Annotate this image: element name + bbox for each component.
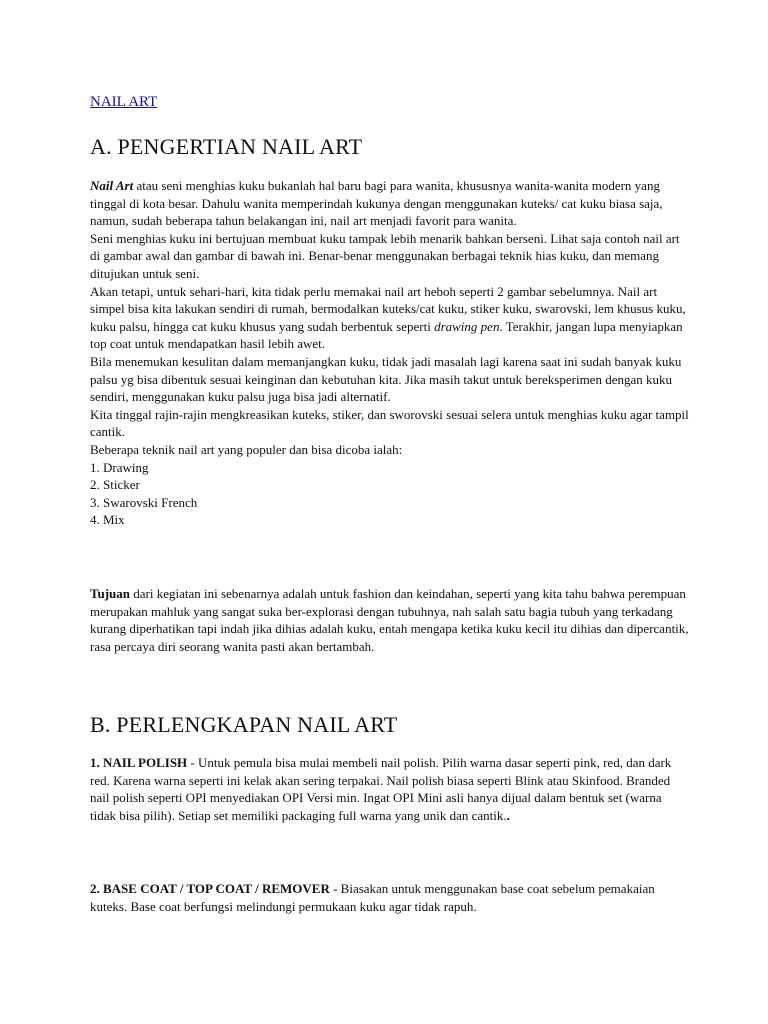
tujuan-paragraph (90, 585, 690, 655)
base-coat-paragraph (90, 880, 690, 915)
tujuan-term: Tujuan (90, 586, 130, 601)
paragraph-3-text: Akan tetapi, untuk sehari-hari, kita tidak perlu memakai nail art heboh seperti 2 gambar sebelumnya. Nail art simpel bisa kita lakukan sendiri di rumah, bermodalkan kuteks/cat kuku, stiker kuku, swarovski, lem khusus kuku, kuku palsu, hingga cat kuku khusus yang sudah berbentuk seperti (90, 283, 686, 334)
tujuan-body: dari kegiatan ini sebenarnya adalah untuk fashion dan keindahan, seperti yang kita tahu bahwa perempuan merupakan mahluk yang sangat suka ber-explorasi dengan tubuhnya, nah salah satu bagia tubuh yang terkadang kurang diperhatikan tapi indah jika dihias adalah kuku, entah mengapa ketika kuku kecil itu dihias dan dipercantik, rasa percaya diri seorang wanita pasti akan bertambah. (90, 586, 689, 654)
nail-art-link[interactable]: NAIL ART (90, 94, 158, 110)
intro-term: Nail Art (90, 178, 134, 193)
technique-item: 4. Mix (90, 512, 125, 528)
technique-item: 2. Sticker (90, 477, 140, 493)
base-coat-term: 2. BASE COAT / TOP COAT / REMOVER (90, 881, 330, 896)
paragraph-2: Seni menghias kuku ini bertujuan membuat kuku tampak lebih menarik bahkan berseni. Lihat saja contoh nail art di gambar awal dan gambar di bawah ini. Benar-benar menggunakan berbagai teknik hias kuku, dan memang ditujukan untuk seni. (90, 230, 680, 281)
section-a-body (90, 177, 690, 529)
paragraph-5: Kita tinggal rajin-rajin mengkreasikan kuteks, stiker, dan sworovski sesuai selera untuk menghias kuku agar tampil cantik. (90, 406, 689, 440)
nail-polish-term: 1. NAIL POLISH (90, 755, 188, 770)
section-b-heading: B. PERLENGKAPAN NAIL ART (90, 712, 398, 737)
nail-polish-text (90, 754, 690, 824)
paragraph-3 (90, 283, 690, 353)
nail-polish-paragraph (90, 754, 690, 824)
tujuan-text (90, 585, 690, 655)
section-a-heading: A. PENGERTIAN NAIL ART (90, 134, 363, 159)
drawing-pen-term: drawing pen (434, 318, 500, 334)
base-coat-body: - Biasakan untuk menggunakan base coat sebelum pemakaian kuteks. Base coat berfungsi melindungi permukaan kuku agar tidak rapuh. (90, 881, 655, 914)
paragraph-6: Beberapa teknik nail art yang populer dan bisa dicoba ialah: (90, 441, 403, 457)
intro-paragraph (90, 177, 690, 230)
paragraph-4: Bila menemukan kesulitan dalam memanjangkan kuku, tidak jadi masalah lagi karena saat ini sudah banyak kuku palsu yg bisa dibentuk sesuai keinginan dan kebutuhan kita. Jika masih takut untuk bereksperimen dengan kuku sendiri, menggunakan kuku palsu juga bisa jadi alternatif. (90, 353, 682, 405)
paragraph-3-end: . Terakhir, jangan lupa menyiapkan top coat untuk mendapatkan hasil lebih awet. (90, 318, 683, 352)
technique-item: 1. Drawing (90, 459, 149, 475)
intro-text: atau seni menghias kuku bukanlah hal baru bagi para wanita, khususnya wanita-wanita modern yang tinggal di kota besar. Dahulu wanita memperindah kukunya dengan menggunakan kuteks/ cat kuku biasa saja, namun, sudah beberapa tahun belakangan ini, nail art menjadi favorit para wanita. (90, 178, 663, 229)
nail-polish-body: - Untuk pemula bisa mulai membeli nail polish. Pilih warna dasar seperti pink, red, dan dark red. Karena warna seperti ini kelak akan sering terpakai. Nail polish biasa seperti Blink atau Skinfood. Branded nail polish seperti OPI menyediakan OPI Versi min. Ingat OPI Mini asli hanya dijual dalam bentuk set (warna tidak bisa pilih). Setiap set memiliki packaging full warna yang unik dan cantik. (90, 755, 672, 823)
technique-item: 3. Swarovski French (90, 494, 198, 510)
nail-polish-end: . (506, 807, 510, 823)
base-coat-text (90, 880, 690, 915)
